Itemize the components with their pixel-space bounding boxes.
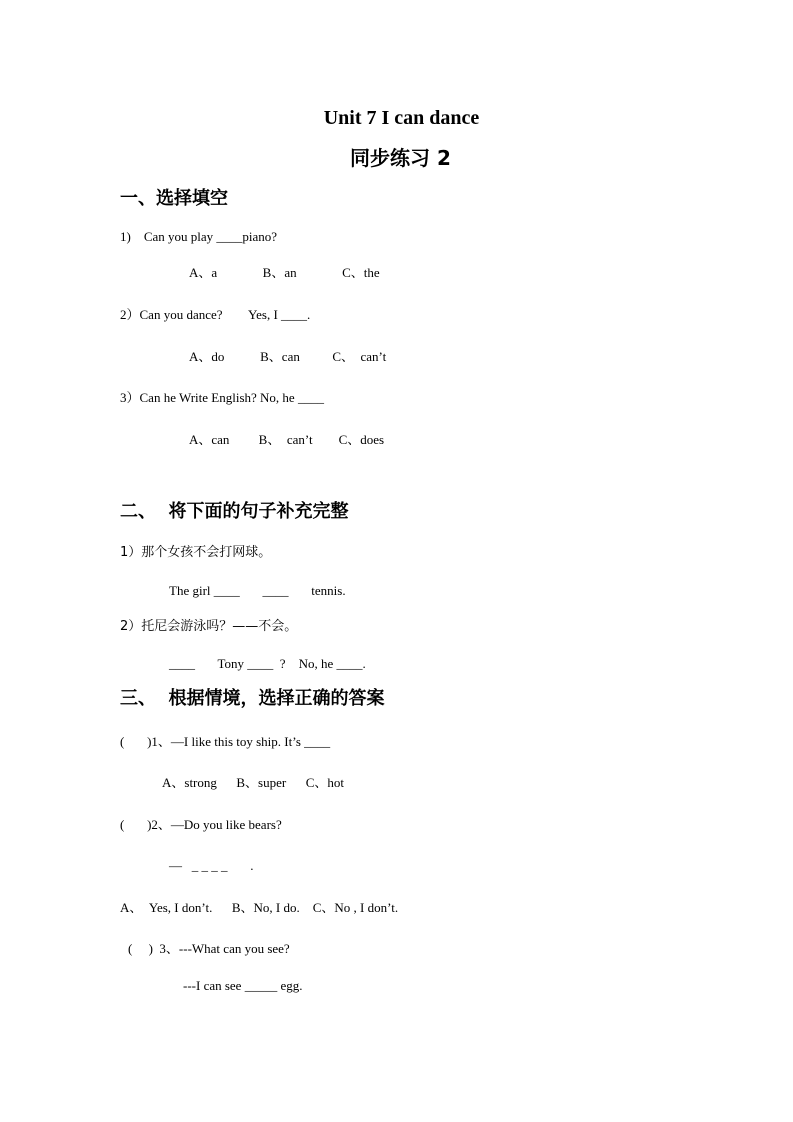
page-subtitle: 同步练习 2 [350, 146, 451, 170]
s1-q2-stem: 2）Can you dance? Yes, I ____. [120, 307, 311, 322]
s2-q2-stem: 2）托尼会游泳吗？——不会。 [120, 619, 298, 634]
s1-q2-options: A、do B、can C、 can’t [189, 349, 387, 364]
s1-q3-options: A、can B、 can’t C、does [189, 432, 385, 447]
s3-q2-answer: — _ _ _ _ . [169, 858, 254, 873]
s2-q2-answer: ____ Tony ____ ? No, he ____. [169, 656, 366, 671]
s1-q3-stem: 3）Can he Write English? No, he ____ [120, 390, 324, 405]
s3-q1-options: A、strong B、super C、hot [162, 775, 345, 790]
s1-q1-options: A、a B、an C、the [189, 265, 380, 280]
s2-q1-answer: The girl ____ ____ tennis. [169, 583, 346, 598]
section-3-heading: 三、 根据情境，选择正确的答案 [120, 688, 385, 709]
page-title: Unit 7 I can dance [323, 107, 480, 129]
section-1-heading: 一、选择填空 [120, 188, 228, 209]
s3-q3-answer: ---I can see _____ egg. [183, 978, 303, 993]
s1-q1-stem: 1) Can you play ____piano? [120, 229, 278, 244]
section-2-heading: 二、 将下面的句子补充完整 [120, 501, 349, 522]
s3-q1-stem: ( )1、—I like this toy ship. It’s ____ [120, 734, 331, 749]
s3-q2-stem: ( )2、—Do you like bears? [120, 817, 282, 832]
s2-q1-stem: 1）那个女孩不会打网球。 [120, 545, 272, 560]
s3-q3-stem: ( ) 3、---What can you see? [128, 941, 290, 956]
s3-q2-options: A、 Yes, I don’t. B、No, I do. C、No , I don’t. [120, 900, 399, 915]
